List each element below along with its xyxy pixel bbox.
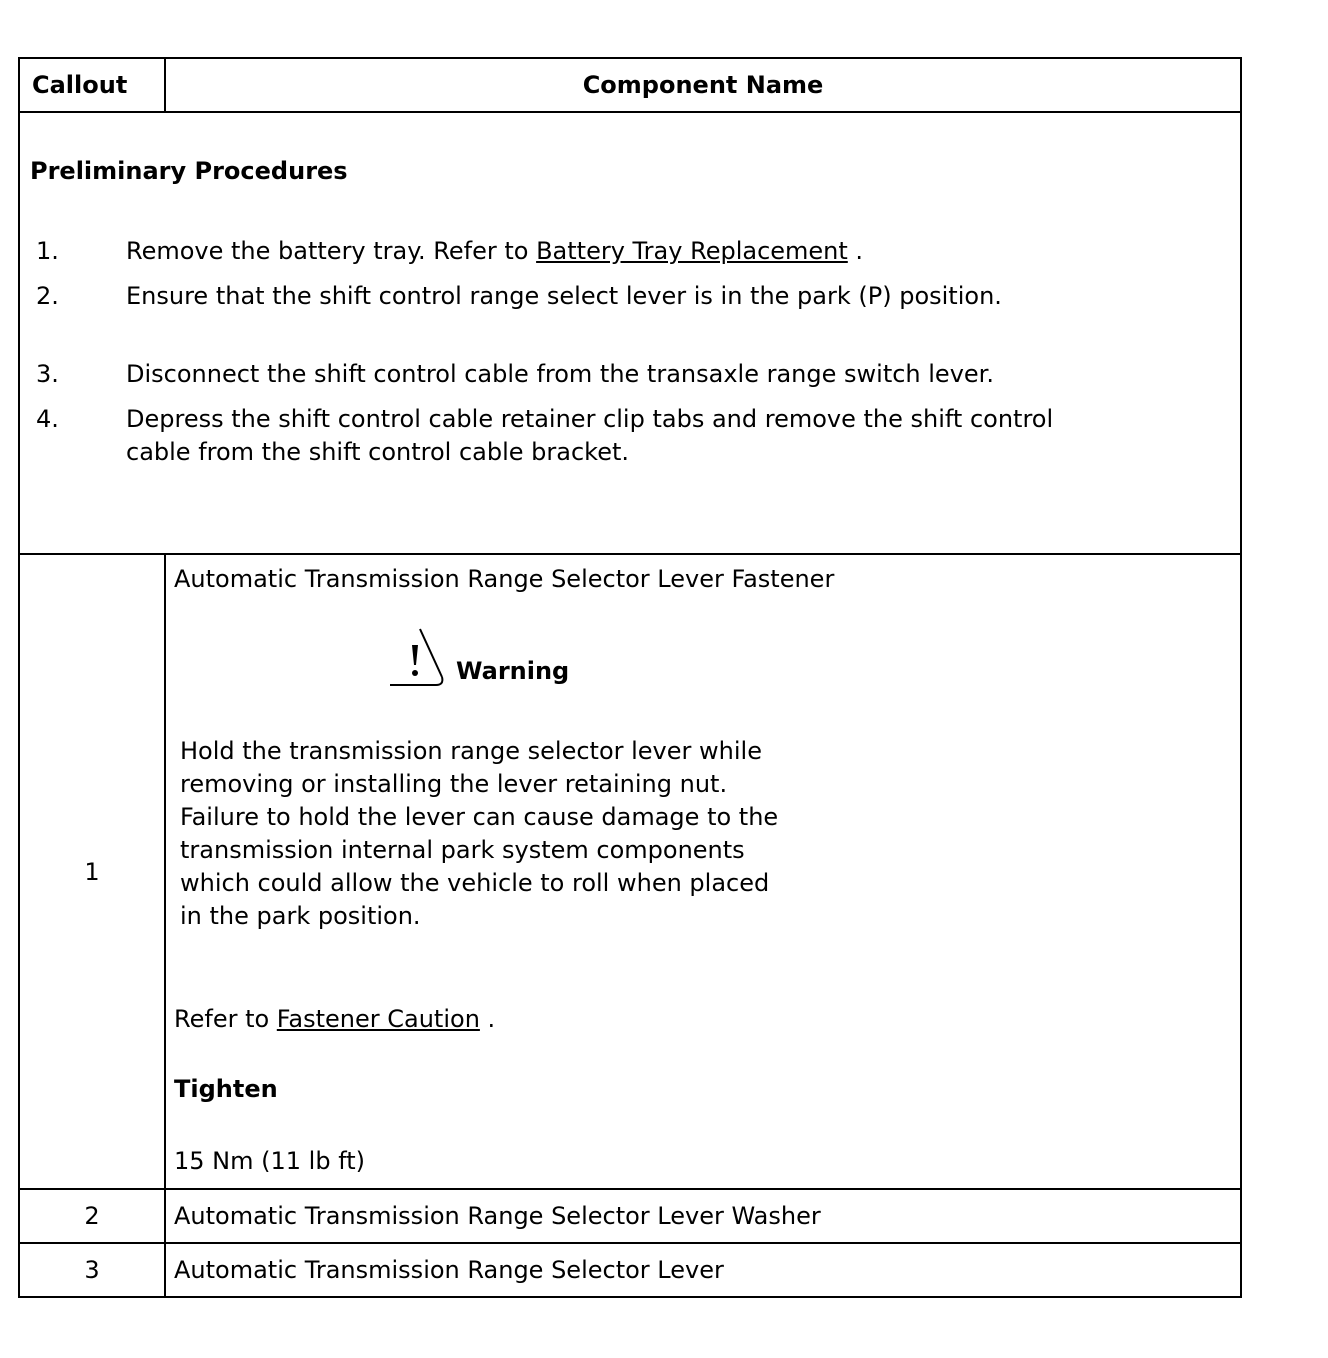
table-header <box>20 59 1240 111</box>
step-4 <box>36 403 1086 469</box>
callout-number: 1 <box>20 555 166 1188</box>
step-text: Ensure that the shift control range select lever is in the park (P) position. <box>126 282 1002 310</box>
fastener-caution-link[interactable]: Fastener Caution <box>276 1005 480 1033</box>
step-number: 2. <box>36 282 59 310</box>
step-number: 3. <box>36 360 59 388</box>
tighten-label: Tighten <box>174 1075 278 1103</box>
warning-header <box>388 627 569 689</box>
component-name: Automatic Transmission Range Selector Lever <box>174 1256 724 1284</box>
refer-suffix: . <box>479 1005 496 1033</box>
header-callout: Callout <box>20 59 166 111</box>
step-number: 1. <box>36 237 59 265</box>
callout-number: 2 <box>20 1190 166 1242</box>
callout-table <box>18 57 1242 1298</box>
header-component-name: Component Name <box>582 71 824 99</box>
table-row <box>20 1188 1240 1242</box>
warning-text: Hold the transmission range selector lever while removing or installing the lever retaining nut. Failure to hold the lever can cause damage to the transmission internal park system components which could allow the vehicle to roll when placed in the park position. <box>180 737 779 930</box>
step-2 <box>36 280 1026 313</box>
step-1 <box>36 235 1126 268</box>
step-text: Disconnect the shift control cable from the transaxle range switch lever. <box>126 360 994 388</box>
step-text: Remove the battery tray. Refer to <box>126 237 537 265</box>
step-text: Depress the shift control cable retainer clip tabs and remove the shift control cable from the shift control cable bracket. <box>126 405 1054 466</box>
step-number: 4. <box>36 405 59 433</box>
torque-value: 15 Nm (11 lb ft) <box>174 1147 365 1175</box>
warning-icon <box>388 627 446 689</box>
warning-label: Warning <box>456 657 570 685</box>
preliminary-procedures <box>20 111 1240 553</box>
refer-prefix: Refer to <box>174 1005 277 1033</box>
preliminary-title: Preliminary Procedures <box>30 157 348 185</box>
component-name: Automatic Transmission Range Selector Lever Washer <box>174 1202 821 1230</box>
callout-number: 3 <box>20 1244 166 1296</box>
component-name: Automatic Transmission Range Selector Lever Fastener <box>174 565 835 593</box>
refer-line <box>174 1005 495 1033</box>
battery-tray-replacement-link[interactable]: Battery Tray Replacement <box>536 237 848 265</box>
table-row <box>20 553 1240 1188</box>
table-row <box>20 1242 1240 1296</box>
step-3 <box>36 358 1126 391</box>
step-suffix: . <box>847 237 864 265</box>
